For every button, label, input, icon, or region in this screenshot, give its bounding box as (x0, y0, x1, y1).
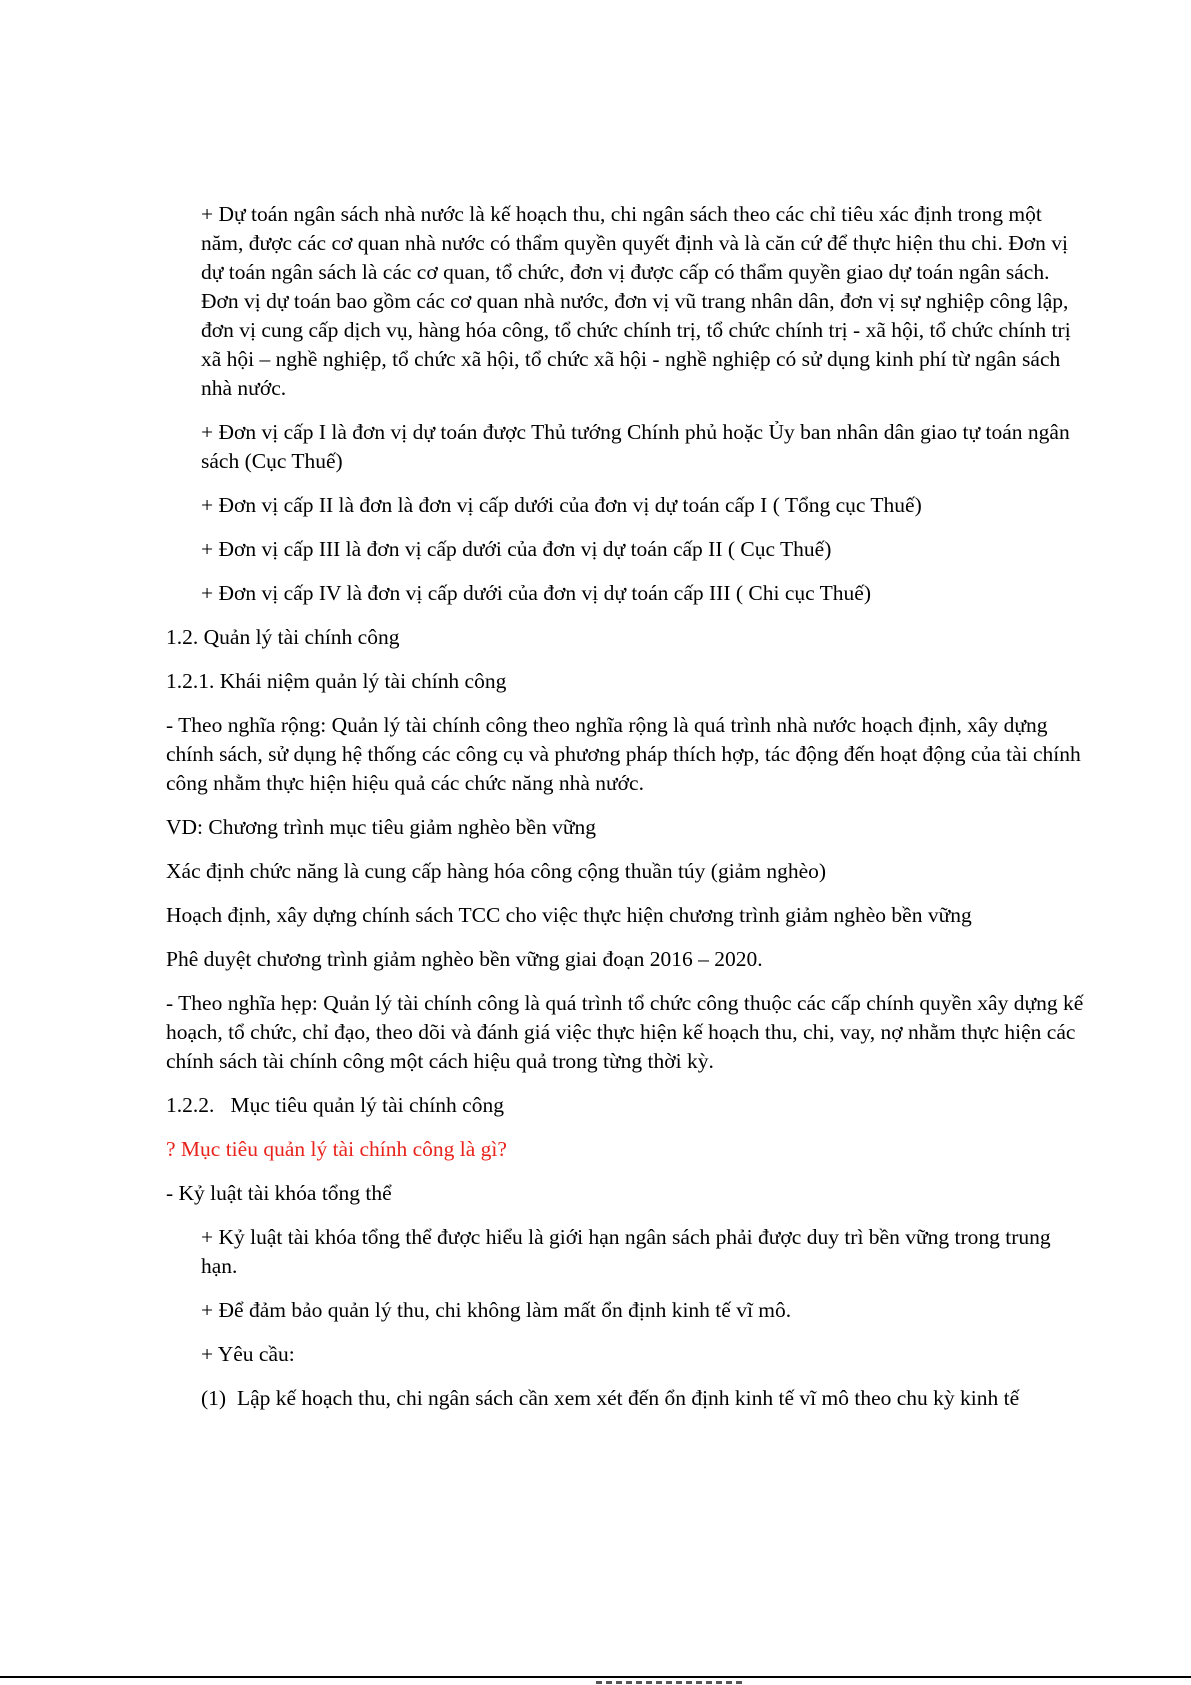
page-content (166, 200, 1086, 1413)
paragraph-level-3-unit: + Đơn vị cấp III là đơn vị cấp dưới của đơn vị dự toán cấp II ( Cục Thuế) (201, 537, 832, 561)
paragraph-determine-function: Xác định chức năng là cung cấp hàng hóa công cộng thuần túy (giảm nghèo) (166, 859, 827, 883)
section-heading-1-2: 1.2. Quản lý tài chính công (166, 625, 400, 649)
question-line: ? Mục tiêu quản lý tài chính công là gì? (166, 1137, 507, 1161)
paragraph-level-2-unit: + Đơn vị cấp II là đơn là đơn vị cấp dưới của đơn vị dự toán cấp I ( Tổng cục Thuế) (201, 493, 922, 517)
paragraph-narrow-definition: - Theo nghĩa hẹp: Quản lý tài chính công là quá trình tổ chức công thuộc các cấp chính quyền xây dựng kế hoạch, tổ chức, chỉ đạo, theo dõi và đánh giá việc thực hiện kế hoạch thu, chi, vay, nợ nhằm thực hiện các chính sách tài chính công một cách hiệu quả trong từng thời kỳ. (166, 991, 1084, 1073)
section-heading-1-2-1: 1.2.1. Khái niệm quản lý tài chính công (166, 669, 507, 693)
page-bottom-marks (596, 1681, 746, 1684)
numbered-list-item (201, 1384, 1086, 1413)
list-item-text: Lập kế hoạch thu, chi ngân sách cần xem xét đến ổn định kinh tế vĩ mô theo chu kỳ kinh tế (237, 1386, 1020, 1410)
list-item-number: (1) (201, 1386, 227, 1410)
page-bottom-border (0, 1676, 1191, 1678)
paragraph-fiscal-discipline-meaning: + Kỷ luật tài khóa tổng thể được hiểu là giới hạn ngân sách phải được duy trì bền vững trong trung hạn. (201, 1225, 1051, 1278)
paragraph-program-approval: Phê duyệt chương trình giảm nghèo bền vững giai đoạn 2016 – 2020. (166, 947, 763, 971)
paragraph-example: VD: Chương trình mục tiêu giảm nghèo bền vững (166, 815, 596, 839)
paragraph-fiscal-discipline: - Kỷ luật tài khóa tổng thể (166, 1181, 392, 1205)
paragraph-policy-planning: Hoạch định, xây dựng chính sách TCC cho việc thực hiện chương trình giảm nghèo bền vững (166, 903, 972, 927)
paragraph-budget-estimate: + Dự toán ngân sách nhà nước là kế hoạch thu, chi ngân sách theo các chỉ tiêu xác định trong một năm, được các cơ quan nhà nước có thẩm quyền quyết định và là căn cứ để thực hiện thu chi. Đơn vị dự toán ngân sách là các cơ quan, tổ chức, đơn vị được cấp có thẩm quyền giao dự toán ngân sách. Đơn vị dự toán bao gồm các cơ quan nhà nước, đơn vị vũ trang nhân dân, đơn vị sự nghiệp công lập, đơn vị cung cấp dịch vụ, hàng hóa công, tổ chức chính trị, tổ chức chính trị - xã hội, tổ chức chính trị xã hội – nghề nghiệp, tổ chức xã hội, tổ chức xã hội - nghề nghiệp có sử dụng kinh phí từ ngân sách nhà nước. (201, 202, 1071, 400)
paragraph-level-4-unit: + Đơn vị cấp IV là đơn vị cấp dưới của đơn vị dự toán cấp III ( Chi cục Thuế) (201, 581, 871, 605)
section-heading-1-2-2: 1.2.2. Mục tiêu quản lý tài chính công (166, 1093, 504, 1117)
paragraph-requirements: + Yêu cầu: (201, 1342, 295, 1366)
paragraph-broad-definition: - Theo nghĩa rộng: Quản lý tài chính công theo nghĩa rộng là quá trình nhà nước hoạch định, xây dựng chính sách, sử dụng hệ thống các công cụ và phương pháp thích hợp, tác động đến hoạt động của tài chính công nhằm thực hiện hiệu quả các chức năng nhà nước. (166, 713, 1081, 795)
paragraph-macro-stability: + Để đảm bảo quản lý thu, chi không làm mất ổn định kinh tế vĩ mô. (201, 1298, 792, 1322)
paragraph-level-1-unit: + Đơn vị cấp I là đơn vị dự toán được Thủ tướng Chính phủ hoặc Ủy ban nhân dân giao tự toán ngân sách (Cục Thuế) (201, 420, 1070, 473)
